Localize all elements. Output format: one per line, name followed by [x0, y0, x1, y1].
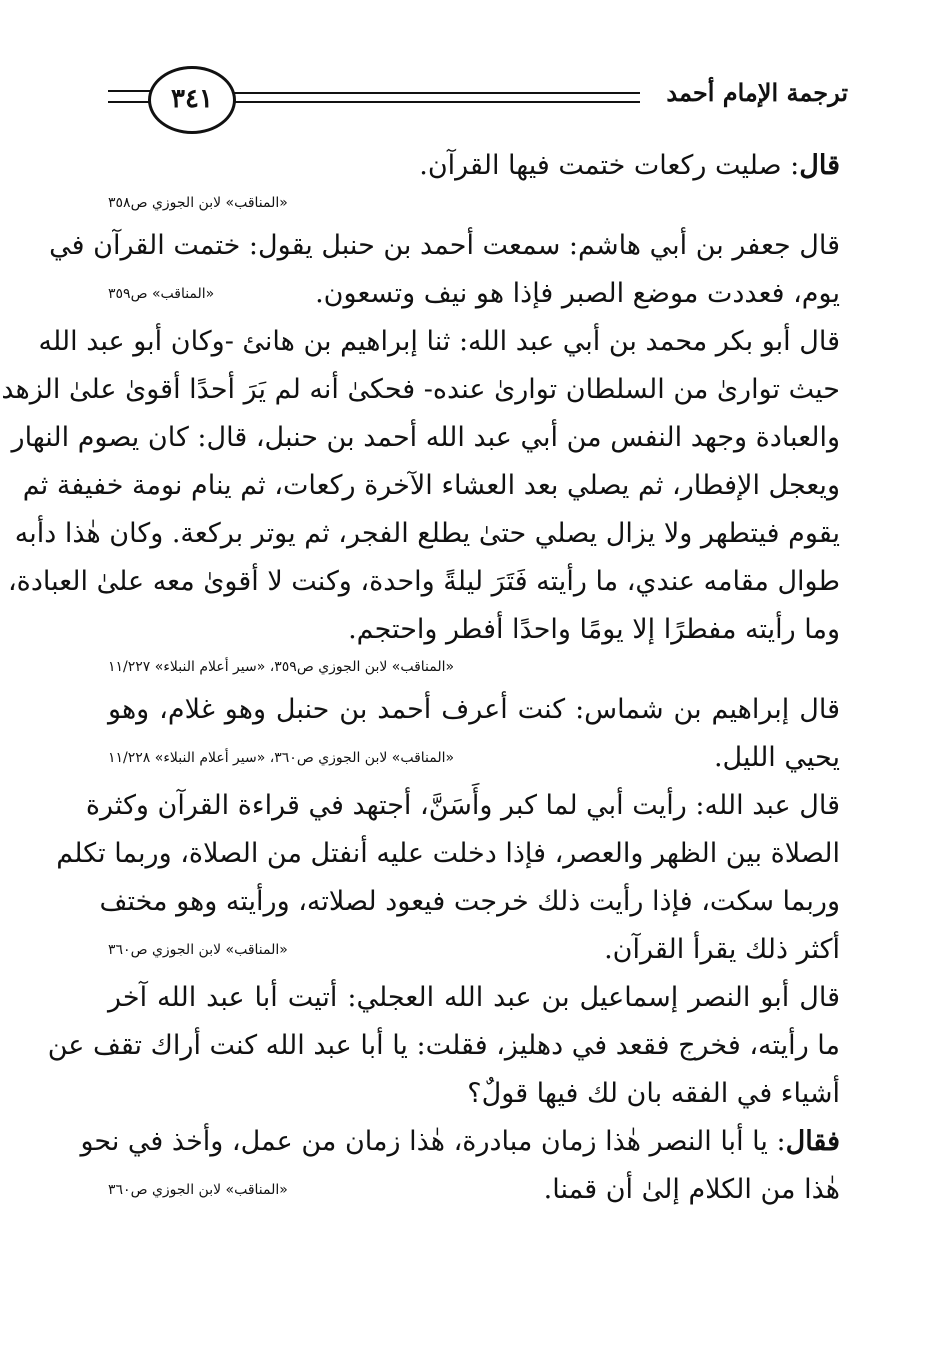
- text-line: وربما سكت، فإذا رأيت ذلك خرجت فيعود لصلاته، ورأيته وهو مختف: [99, 886, 840, 917]
- text-line: الصلاة بين الظهر والعصر، فإذا دخلت عليه أنفتل من الصلاة، وربما تكلم: [56, 838, 840, 869]
- paragraph-4: [108, 686, 840, 782]
- paragraph-3: [1, 318, 840, 680]
- citation: «المناقب» لابن الجوزي ص٣٦٠، «سير أعلام النبلاء» ١١/٢٢٨: [108, 750, 455, 766]
- text-line: قال إبراهيم بن شماس: كنت أعرف أحمد بن حنبل وهو غلام، وهو: [108, 694, 840, 725]
- text-line-with-citation: [108, 926, 840, 974]
- text-line: ما رأيته، فخرج فقعد في دهليز، فقلت: يا أبا عبد الله كنت أراك تقف عن: [47, 1030, 840, 1061]
- text-line: حيث تواریٰ من السلطان تواریٰ عنده- فحكیٰ أنه لم یَرَ أحدًا أقویٰ علیٰ الزهد: [1, 374, 840, 405]
- text-line-rest: : صليت ركعات ختمت فيها القرآن.: [419, 150, 800, 181]
- text-line: ويعجل الإفطار، ثم يصلي بعد العشاء الآخرة ركعات، ثم ينام نومة خفيفة ثم: [22, 470, 840, 501]
- paragraph-6: [47, 974, 840, 1118]
- citation: «المناقب» لابن الجوزي ص٣٦٠: [108, 1182, 288, 1198]
- running-title: ترجمة الإمام أحمد: [640, 78, 848, 107]
- text-line-with-citation: [108, 270, 840, 318]
- header-rule-left: [108, 90, 150, 103]
- text-line-with-citation: [108, 1166, 840, 1214]
- paragraph-7: [80, 1118, 840, 1214]
- text-line: هٰذا من الكلام إلیٰ أن قمنا.: [543, 1174, 840, 1205]
- text-line: يوم، فعددت موضع الصبر فإذا هو نيف وتسعون.: [315, 278, 840, 309]
- paragraph-2: [49, 222, 840, 318]
- text-line-with-citation: [108, 734, 840, 782]
- page-body: [1, 142, 840, 1214]
- text-line: [108, 142, 840, 190]
- text-line: قال عبد الله: رأيت أبي لما كبر وأَسَنَّ، أجتهد في قراءة القرآن وكثرة: [85, 790, 840, 821]
- citation: «المناقب» لابن الجوزي ص٣٥٩، «سير أعلام النبلاء» ١١/٢٢٧: [108, 659, 455, 675]
- text-line: يقوم فيتطهر ولا يزال يصلي حتیٰ يطلع الفجر، ثم يوتر بركعة. وكان هٰذا دأبه: [14, 518, 840, 549]
- text-line: يحيي الليل.: [713, 742, 840, 773]
- text-line: وما رأيته مفطرًا إلا يومًا واحدًا أفطر واحتجم.: [348, 614, 840, 645]
- text-line: أكثر ذلك يقرأ القرآن.: [604, 934, 840, 965]
- page-header: [108, 62, 848, 132]
- text-line: قال أبو بكر محمد بن أبي عبد الله: ثنا إبراهيم بن هانئ -وكان أبو عبد الله: [38, 326, 840, 357]
- citation: «المناقب» ص٣٥٩: [108, 286, 215, 302]
- paragraph-1: [108, 142, 840, 216]
- text-line: قال جعفر بن أبي هاشم: سمعت أحمد بن حنبل يقول: ختمت القرآن في: [49, 230, 840, 261]
- text-line: أشياء في الفقه بان لك فيها قولٌ؟: [467, 1078, 840, 1109]
- citation: «المناقب» لابن الجوزي ص٣٦٠: [108, 942, 288, 958]
- speaker-label: فقال: [785, 1126, 840, 1157]
- page-number: ٣٤١: [148, 66, 236, 134]
- paragraph-5: [56, 782, 840, 974]
- text-line: والعبادة وجهد النفس من أبي عبد الله أحمد بن حنبل، قال: كان يصوم النهار: [11, 422, 840, 453]
- citation: «المناقب» لابن الجوزي ص٣٥٨: [108, 195, 288, 211]
- text-line-rest: : يا أبا النصر هٰذا زمان مبادرة، هٰذا زمان من عمل، وأخذ في نحو: [80, 1126, 786, 1157]
- text-line: طوال مقامه عندي، ما رأيته فَتَرَ ليلةً واحدة، وكنت لا أقویٰ معه علیٰ العبادة،: [7, 566, 840, 597]
- text-line: قال أبو النصر إسماعيل بن عبد الله العجلي: أتيت أبا عبد الله آخر: [108, 982, 840, 1013]
- speaker-label: قال: [799, 150, 840, 181]
- text-line: [80, 1118, 840, 1166]
